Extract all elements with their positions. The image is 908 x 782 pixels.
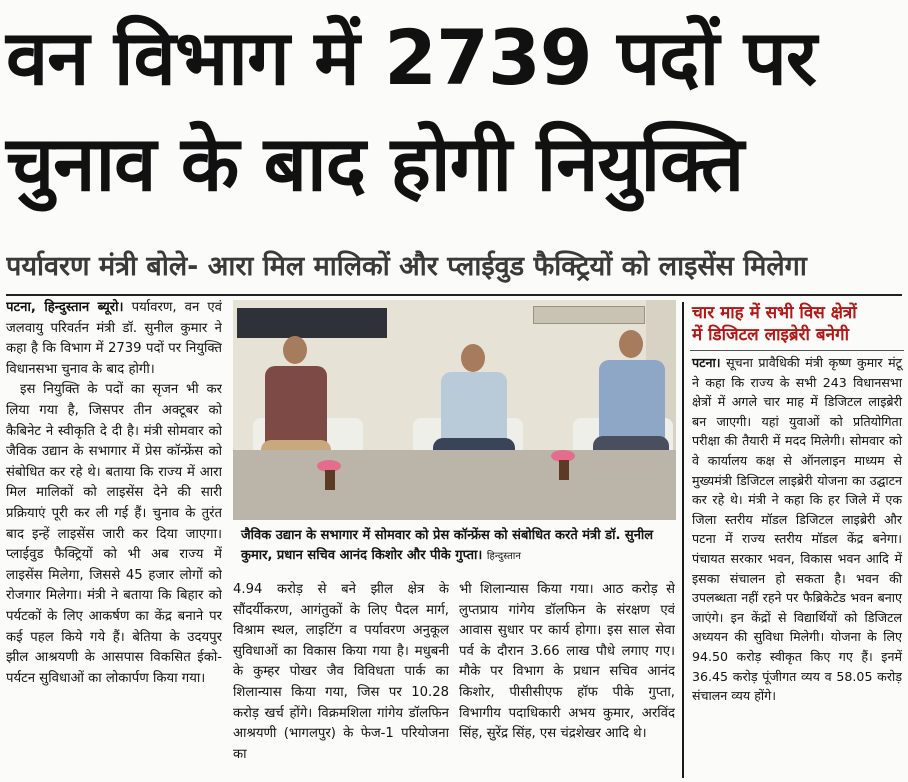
sidebar-title-line-2: में डिजिटल लाइब्रेरी बनेगी [692, 325, 849, 345]
photo-caption [233, 520, 676, 572]
sidebar-body-text: सूचना प्रावैधिकी मंत्री कृष्ण कुमार मंटू ने कहा कि राज्य के सभी 243 विधानसभा क्षेत्रों में अगले चार माह में डिजिटल लाइब्रेरी बन जाएगी। यहां युवाओं को प्रतियोगिता परीक्षा की तैयारी में मदद मिलेगी। सोमवार को वे कार्यालय कक्ष से ऑनलाइन माध्यम से मुख्यमंत्री डिजिटल लाइब्रेरी योजना का उद्घाटन कर रहे थे। मंत्री ने कहा कि हर जिले में एक जिला स्तरीय मॉडल डिजिटल लाइब्रेरी और पटना में राज्य स्तरीय मॉडल केंद्र बनेगा। पंचायत सरकार भवन, विकास भवन आदि में इसका संचालन हो सकता है। भवन की उपलब्धता नहीं रहने पर फैब्रिकेटेड भवन बनाए जाएंगे। इन केंद्रों से विद्यार्थियों को डिजिटल अध्ययन की सुविधा मिलेगी। योजना के लिए 94.50 करोड़ स्वीकृत किए गए हैं। इनमें 36.45 करोड़ पूंजीगत व्यय व 58.05 करोड़ संचालन व्यय होंगे। [692, 355, 902, 704]
article-paragraph: भी शिलान्यास किया गया। आठ करोड़ से लुप्तप्राय गांगेय डॉलफिन के संरक्षण एवं आवास सुधार पर कार्य होगा। इस साल सेवा पर्व के दौरान 3.66 लाख पौधे लगाए गए। मौके पर विभाग के प्रधान सचिव आनंद किशोर, पीसीसीएफ हॉफ पीके गुप्ता, विभागीय पदाधिकारी अभय कुमार, अरविंद सिंह, सुरेंद्र सिंह, एस चंद्रशेखर आदि थे। [459, 582, 675, 742]
sidebar-divider [690, 350, 904, 351]
sidebar-title-line-1: चार माह में सभी विस क्षेत्रों [692, 303, 857, 323]
article-dateline: पटना, हिन्दुस्तान ब्यूरो। [6, 300, 124, 315]
article-column-right [459, 580, 675, 778]
photo-tv-screen [237, 308, 387, 338]
vase-icon [559, 460, 569, 480]
article-paragraph: इस नियुक्ति के पदों का सृजन भी कर लिया गया है, जिसपर तीन अक्टूबर को कैबिनेट ने स्वीकृति दे दी है। मंत्री सोमवार को जैविक उद्यान के सभागार में प्रेस कॉन्फ्रेंस को संबोधित कर रहे थे। बताया कि राज्य में आरा मिल मालिकों को लाइसेंस देने की सारी प्रक्रियाएं पूरी कर ली गई हैं। चुनाव के तुरंत बाद इन्हें लाइसेंस जारी कर दिया जाएगा। प्लाईवुड फैक्ट्रियों को भी अब राज्य में लाइसेंस मिलेगा, जिससे 45 हजार लोगों को रोजगार मिलेगा। मंत्री ने बताया कि बिहार को पर्यटकों के लिए आकर्षण का केंद्र बनाने पर कई पहल किये गये हैं। बेतिया के उदयपुर झील आश्रयणी के आसपास विकसित ईको-पर्यटन सुविधाओं का लोकार्पण किया गया। [6, 382, 222, 686]
photo-conference-table [233, 450, 676, 520]
sidebar-dateline: पटना। [692, 355, 721, 370]
sidebar-story [682, 302, 904, 778]
press-conference-photo [233, 300, 676, 520]
article-column-left [6, 298, 222, 778]
headline-line-2: चुनाव के बाद होगी नियुक्ति [6, 119, 744, 208]
photo-credit: हिन्दुस्तान [486, 551, 521, 562]
headline-line-1: वन विभाग में 2739 पदों पर [6, 13, 817, 102]
article-lead: पर्यावरण, वन एवं जलवायु परिवर्तन मंत्री डॉ. सुनील कुमार ने कहा है कि विभाग में 2739 पदों पर नियुक्ति विधानसभा चुनाव के बाद होगी। [6, 300, 222, 377]
vase-icon [325, 470, 335, 490]
subheadline: पर्यावरण मंत्री बोले- आरा मिल मालिकों और प्लाईवुड फैक्ट्रियों को लाइसेंस मिलेगा [6, 251, 807, 282]
sidebar-body [684, 353, 904, 706]
photo-wall-frame [533, 306, 645, 324]
photo-caption-text: जैविक उद्यान के सभागार में सोमवार को प्रेस कॉन्फ्रेंस को संबोधित करते मंत्री डॉ. सुनील कुमार, प्रधान सचिव आनंद किशोर और पीके गुप्ता। [241, 528, 654, 563]
article-paragraph: 4.94 करोड़ से बने झील क्षेत्र के सौंदर्यीकरण, आगंतुकों के लिए पैदल मार्ग, विश्राम स्थल, लाइटिंग व पर्यावरण अनुकूल सुविधाओं का विकास किया गया है। मधुबनी के कुम्हर पोखर जैव विविधता पार्क का शिलान्यास किया गया, जिस पर 10.28 करोड़ खर्च होंगे। विक्रमशिला गांगेय डॉलफिन आश्रयणी (भागलपुर) के फेज-1 परियोजना का [233, 582, 449, 762]
section-divider [6, 294, 902, 296]
article-column-middle [233, 580, 449, 778]
